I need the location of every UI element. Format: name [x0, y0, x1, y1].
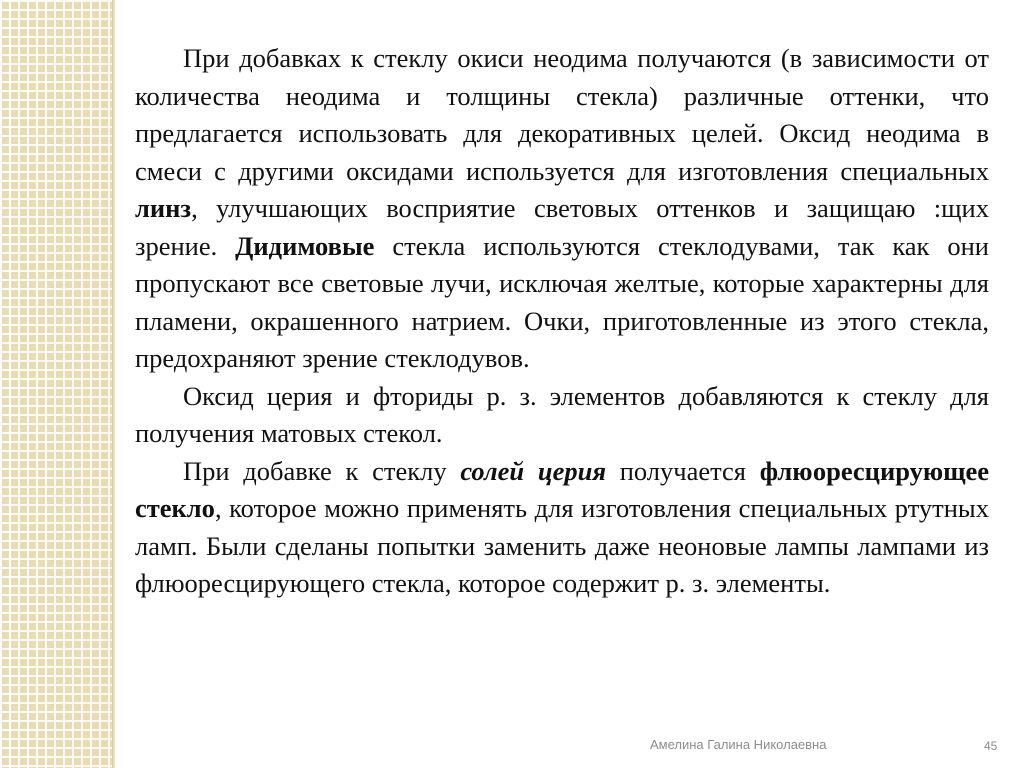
page-number: 45 [984, 739, 998, 753]
text-run: , которое можно применять для изготовления специальных ртутных ламп. Были сделаны попытки заменить даже неоновые лампы лампами из флюоресцирующего стекла, которое содержит р. з. элементы. [135, 493, 989, 598]
text-run: получается [605, 455, 760, 486]
footer-author: Амелина Галина Николаевна [650, 737, 827, 752]
text-run: При добавках к стеклу окиси неодима получаются (в зависимости от количества неодима и толщины стекла) различные оттенки, что предлагается использовать для декоративных целей. Оксид неодима в смеси с другими оксидами используется для изготовления специальных [135, 43, 989, 186]
bold-term-lenses: линз [135, 193, 192, 223]
text-run: стекла используются стеклодувами, так как они пропускают все световые лучи, исключая желтые, которые характерны для пламени, окрашенного натрием. Очки, приготовленные из этого стекла, предохраняют зрение стеклодувов. [135, 230, 989, 373]
side-pattern-edge [112, 0, 115, 768]
text-run: , улучшающих восприятие световых оттенков и защищаю :щих зрение. [135, 193, 989, 261]
paragraph-neodymium [135, 40, 989, 378]
text-run: При добавке к стеклу [183, 455, 461, 486]
bold-italic-term-cerium-salts: солей церия [460, 455, 606, 486]
slide-text-body [135, 40, 989, 603]
paragraph-cerium-oxide: Оксид церия и фториды р. з. элементов добавляются к стеклу для получения матовых стекол. [135, 380, 989, 448]
decorative-side-pattern [0, 0, 112, 768]
bold-term-fluorescent-glass: флюоресцирующее стекло [135, 455, 989, 523]
paragraph-cerium-salts [135, 453, 989, 603]
bold-term-didymium: Дидимовые [235, 230, 375, 261]
